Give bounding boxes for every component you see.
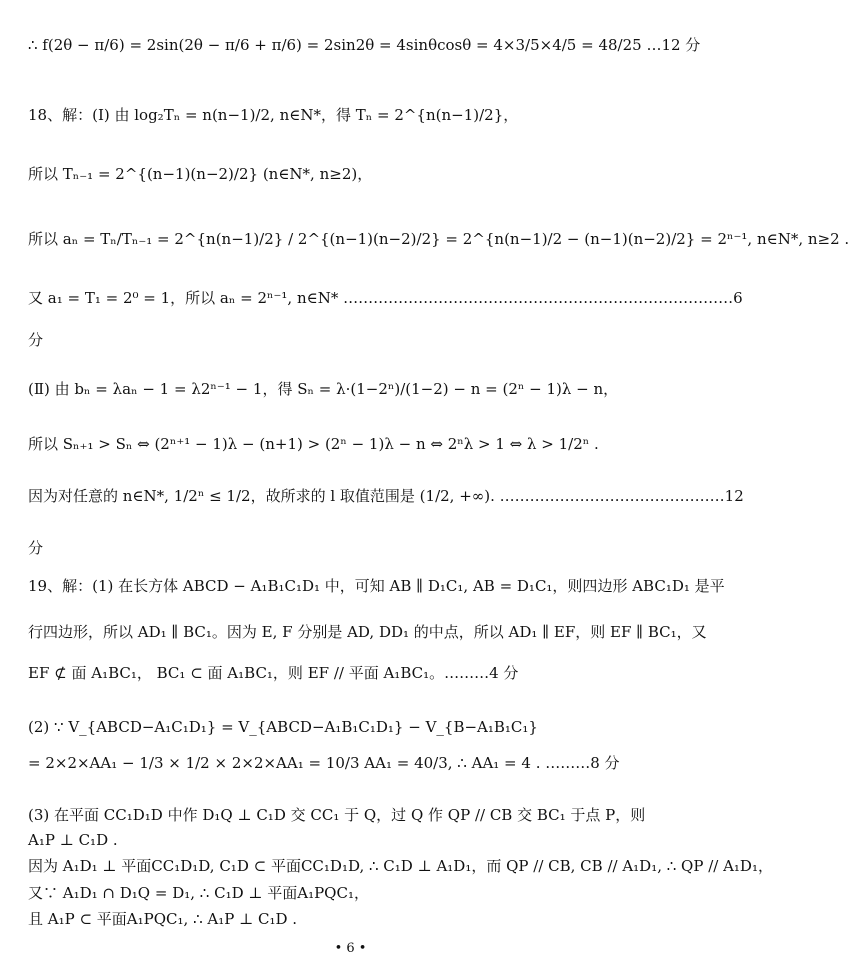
line-3: 所以 Tₙ₋₁ = 2^{(n−1)(n−2)/2} (n∈N*, n≥2)， [28, 165, 373, 183]
line-6: 分 [28, 331, 44, 349]
line-9: 因为对任意的 n∈N*, 1/2ⁿ ≤ 1/2，故所求的 l 取值范围是 (1/2, +∞). ………………………………………12 [28, 487, 744, 505]
line-17: A₁P ⊥ C₁D . [28, 831, 118, 849]
line-14: (2) ∵ V_{ABCD−A₁C₁D₁} = V_{ABCD−A₁B₁C₁D₁} − V_{B−A₁B₁C₁} [28, 718, 538, 736]
line-19: 又∵ A₁D₁ ∩ D₁Q = D₁, ∴ C₁D ⊥ 平面A₁PQC₁， [28, 884, 369, 902]
line-11: 19、解：(1) 在长方体 ABCD − A₁B₁C₁D₁ 中，可知 AB ∥ D₁C₁, AB = D₁C₁，则四边形 ABC₁D₁ 是平 [28, 577, 725, 595]
line-16: (3) 在平面 CC₁D₁D 中作 D₁Q ⊥ C₁D 交 CC₁ 于 Q，过 Q 作 QP // CB 交 BC₁ 于点 P，则 [28, 806, 646, 824]
page-number: • 6 • [334, 941, 367, 956]
line-5: 又 a₁ = T₁ = 2⁰ = 1，所以 aₙ = 2ⁿ⁻¹, n∈N* ……………………………………………………………………6 [28, 289, 743, 307]
line-2: 18、解：(Ⅰ) 由 log₂Tₙ = n(n−1)/2, n∈N*，得 Tₙ = 2^{n(n−1)/2}， [28, 106, 519, 124]
line-8: 所以 Sₙ₊₁ > Sₙ ⇔ (2ⁿ⁺¹ − 1)λ − (n+1) > (2ⁿ − 1)λ − n ⇔ 2ⁿλ > 1 ⇔ λ > 1/2ⁿ . [28, 435, 599, 453]
line-7: (Ⅱ) 由 bₙ = λaₙ − 1 = λ2ⁿ⁻¹ − 1，得 Sₙ = λ·(1−2ⁿ)/(1−2) − n = (2ⁿ − 1)λ − n， [28, 380, 619, 398]
line-20: 且 A₁P ⊂ 平面A₁PQC₁, ∴ A₁P ⊥ C₁D . [28, 910, 298, 928]
line-4: 所以 aₙ = Tₙ/Tₙ₋₁ = 2^{n(n−1)/2} / 2^{(n−1)(n−2)/2} = 2^{n(n−1)/2 − (n−1)(n−2)/2} = 2ⁿ⁻¹, n∈N*, n≥2 . [28, 230, 849, 248]
line-10: 分 [28, 539, 44, 557]
line-18: 因为 A₁D₁ ⊥ 平面CC₁D₁D, C₁D ⊂ 平面CC₁D₁D, ∴ C₁D ⊥ A₁D₁，而 QP // CB, CB // A₁D₁, ∴ QP // A₁D₁， [28, 857, 773, 875]
line-15: = 2×2×AA₁ − 1/3 × 1/2 × 2×2×AA₁ = 10/3 AA₁ = 40/3, ∴ AA₁ = 4 . ………8 分 [28, 754, 620, 772]
line-12: 行四边形，所以 AD₁ ∥ BC₁。因为 E, F 分别是 AD, DD₁ 的中点，所以 AD₁ ∥ EF，则 EF ∥ BC₁，又 [28, 623, 707, 641]
line-13: EF ⊄ 面 A₁BC₁， BC₁ ⊂ 面 A₁BC₁，则 EF // 平面 A₁BC₁。………4 分 [28, 664, 519, 682]
line-1: ∴ f(2θ − π/6) = 2sin(2θ − π/6 + π/6) = 2sin2θ = 4sinθcosθ = 4×3/5×4/5 = 48/25 …12 分 [28, 36, 701, 54]
